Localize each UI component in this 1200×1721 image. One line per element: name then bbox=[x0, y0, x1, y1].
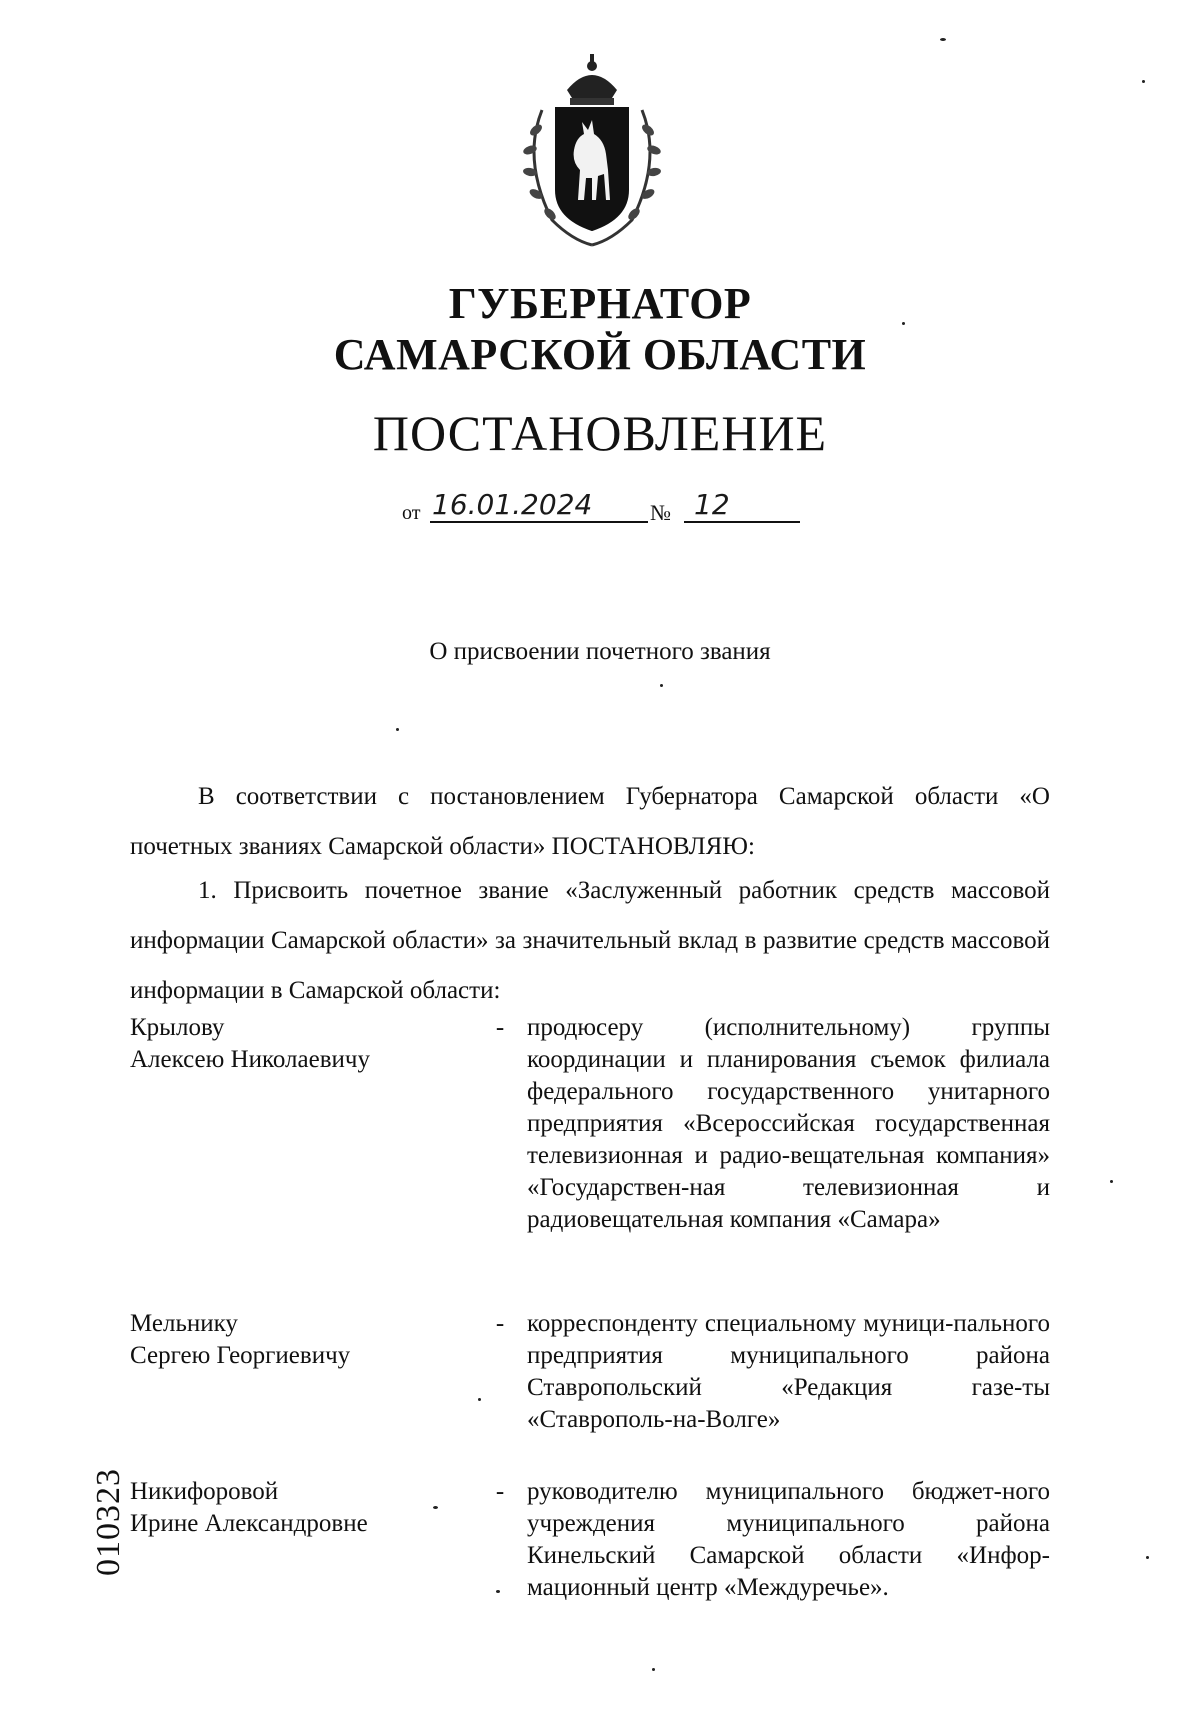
awardee-name bbox=[130, 1012, 470, 1076]
awardee-surname: Крылову bbox=[130, 1014, 225, 1041]
date-label: от bbox=[402, 502, 421, 524]
resolution-text: 1. Присвоить почетное звание «Заслуженный работник средств массовой информации Самарской области» за значительный вклад в развитие средств массовой информации в Самарской области: bbox=[130, 877, 1050, 1004]
awardee-name bbox=[130, 1476, 470, 1540]
awardee-surname: Мельнику bbox=[130, 1310, 238, 1337]
number-underline bbox=[684, 521, 800, 523]
scan-speck bbox=[1142, 80, 1145, 83]
scan-speck bbox=[396, 728, 399, 731]
awardee-dash: - bbox=[495, 1478, 505, 1505]
awardee-name bbox=[130, 1308, 470, 1372]
serial-number-text: 010323 bbox=[90, 1468, 127, 1576]
document-type-heading: ПОСТАНОВЛЕНИЕ bbox=[372, 405, 828, 461]
scan-speck bbox=[902, 322, 905, 325]
organization-title-line1: ГУБЕРНАТОР bbox=[448, 279, 752, 328]
awardee-given-names: Сергею Георгиевичу bbox=[130, 1342, 351, 1369]
awardee-dash: - bbox=[495, 1014, 505, 1041]
awardee-position: продюсеру (исполнительному) группы координации и планирования съемок филиала федерального государственного унитарного предприятия «Всероссийская государственная телевизионная и радио-вещательная компания» «Государствен-ная телевизионная и радиовещательная компания «Самара» bbox=[527, 1014, 1050, 1233]
document-dateline bbox=[402, 488, 802, 528]
scan-speck bbox=[1110, 1180, 1113, 1183]
scan-speck bbox=[660, 684, 663, 687]
preamble-text: В соответствии с постановлением Губернатора Самарской области «О почетных званиях Самарской области» ПОСТАНОВЛЯЮ: bbox=[130, 783, 1050, 860]
coat-of-arms-icon bbox=[512, 50, 672, 250]
awardee-position: руководителю муниципального бюджет-ного учреждения муниципального района Кинельский Самарской области «Инфор-мационный центр «Междуречье». bbox=[527, 1478, 1050, 1601]
scan-speck bbox=[478, 1398, 481, 1401]
awardee-dash: - bbox=[495, 1310, 505, 1337]
awardee-given-names: Ирине Александровне bbox=[130, 1510, 368, 1537]
preamble-paragraph bbox=[130, 772, 1050, 872]
awardee-position: корреспонденту специальному муници-пального предприятия муниципального района Ставропольский «Редакция газе-ты «Ставрополь-на-Волге» bbox=[527, 1310, 1050, 1433]
resolution-paragraph bbox=[130, 866, 1050, 1016]
document-date: 16.01.2024 bbox=[432, 488, 593, 521]
serial-number-stamp bbox=[84, 1452, 134, 1592]
document-subject: О присвоении почетного звания bbox=[429, 638, 771, 665]
scan-speck bbox=[940, 38, 946, 41]
scan-speck bbox=[433, 1506, 438, 1509]
document-number: 12 bbox=[694, 488, 730, 521]
number-label: № bbox=[650, 500, 671, 525]
scan-speck bbox=[496, 1590, 500, 1593]
awardee-surname: Никифоровой bbox=[130, 1478, 279, 1505]
organization-title-line2: САМАРСКОЙ ОБЛАСТИ bbox=[333, 330, 867, 379]
scan-speck bbox=[1146, 1556, 1149, 1559]
date-underline bbox=[430, 521, 648, 523]
awardee-given-names: Алексею Николаевичу bbox=[130, 1046, 370, 1073]
scan-speck bbox=[652, 1668, 655, 1671]
